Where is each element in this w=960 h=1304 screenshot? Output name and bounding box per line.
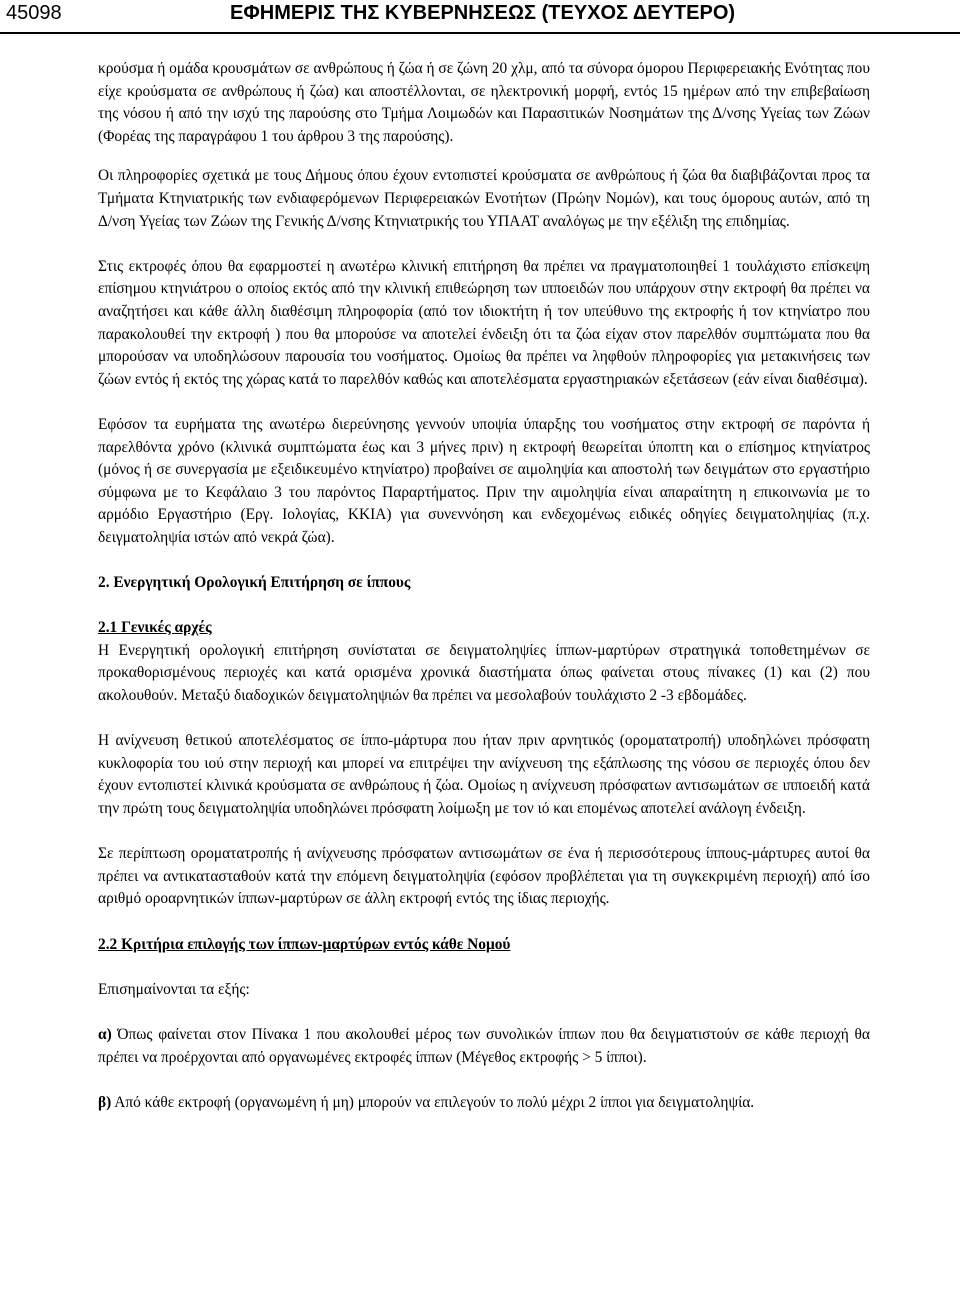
paragraph-farm-inspection: Στις εκτροφές όπου θα εφαρμοστεί η ανωτέρω κλινική επιτήρηση θα πρέπει να πραγματοποιηθεί 1 τουλάχιστο επίσκεψη επίσημου κτηνιάτρου ο οποίος εκτός από την κλινική επιθεώρηση των ιπποειδών που υπάρχουν στην εκτροφή θα πρέπει να αναζητήσει και κάθε άλλη διαθέσιμη πληροφορία (από τον ιδιοκτήτη ή τον υπεύθυνο της εκτροφής ή τον κτηνίατρο που παρακολουθεί την εκτροφή ) που θα μπορούσε να αποτελεί ένδειξη ότι τα ζώα είχαν στον παρελθόν συμπτώματα που θα μπορούσαν να υποδηλώσουν παρουσία του νοσήματος. Ομοίως θα πρέπει να ληφθούν πληροφορίες για μετακινήσεις των ζώων εντός ή εκτός της χώρας κατά το παρελθόν καθώς και αποτελέσματα εργαστηριακών εξετάσεων (εάν είναι διαθέσιμα). [98,257,870,388]
section-heading-active-surveillance: 2. Ενεργητική Ορολογική Επιτήρηση σε ίππους [98,574,411,592]
subsection-heading-general-principles: 2.1 Γενικές αρχές [98,619,212,637]
paragraph-reporting: κρούσμα ή ομάδα κρουσμάτων σε ανθρώπους ή ζώα ή σε ζώνη 20 χλμ, από τα σύνορα όμορου Περιφερειακής Ενότητας που είχε κρούσματα σε ανθρώπους ή ζώα) και αποστέλλονται, σε ηλεκτρονική μορφή, εντός 15 ημέρων από την επιβεβαίωση της νόσου ή από την ισχύ της παρούσης στο Τμήμα Λοιμωδών και Παρασιτικών Νοσημάτων της Δ/νσης Υγείας των Ζώων (Φορέας της παραγράφου 1 του άρθρου 3 της παρούσης). [98,60,870,145]
paragraph-seroconversion: Η ανίχνευση θετικού αποτελέσματος σε ίππο-μάρτυρα που ήταν πριν αρνητικός (οροματατροπή) υποδηλώνει πρόσφατη κυκλοφορία του ιού στην περιοχή και μπορεί να επιτρέψει την ανίχνευση της εξάπλωσης της νόσου σε περιοχές όπου δεν έχουν εντοπιστεί κλινικά κρούσματα σε ανθρώπους ή ζώα. Ομοίως η ανίχνευση πρόσφατων αντισωμάτων σε ιπποειδή κατά την πρώτη τους δειγματοληψία υποδηλώνει πρόσφατη λοίμωξη με τον ιό και επομένως αποτελεί ανάλογη ένδειξη. [98,732,870,817]
page-header [0,0,960,30]
page-number: 45098 [6,2,62,24]
list-item-b-text: Από κάθε εκτροφή (οργανωμένη ή μη) μπορούν να επιλεγούν το πολύ μέχρι 2 ίπποι για δειγματοληψία. [114,1093,755,1111]
header-rule [0,32,960,34]
paragraph-sentinel-sampling: Η Ενεργητική ορολογική επιτήρηση συνίσταται σε δειγματοληψίες ίππων-μαρτύρων στρατηγικά τοποθετημένων σε προκαθορισμένους περιοχές και κατά ορισμένα χρονικά διαστήματα όπως φαίνεται στους πίνακες (1) και (2) που ακολουθούν. Μεταξύ διαδοχικών δειγματοληψιών θα πρέπει να μεσολαβούν τουλάχιστο 2 -3 εβδομάδες. [98,641,870,705]
list-item-b [98,1092,870,1115]
subsection-heading-selection-criteria: 2.2 Κριτήρια επιλογής των ίππων-μαρτύρων εντός κάθε Νομού [98,935,511,953]
journal-title: ΕΦΗΜΕΡΙΣ ΤΗΣ ΚΥΒΕΡΝΗΣΕΩΣ (ΤΕΥΧΟΣ ΔΕΥΤΕΡΟ) [230,2,736,24]
paragraph-municipalities: Οι πληροφορίες σχετικά με τους Δήμους όπου έχουν εντοπιστεί κρούσματα σε ανθρώπους ή ζώα θα διαβιβάζονται προς τα Τμήματα Κτηνιατρικής των ενδιαφερόμενων Περιφερειακών Ενοτήτων (Πρώην Νομών), και τους όμορους αυτών, από τη Δ/νση Υγείας των Ζώων της Γενικής Δ/νσης Κτηνιατρικής του ΥΠΑΑΤ αναλόγως με την εξέλιξη της επιδημίας. [98,167,870,230]
paragraph-notes-intro: Επισημαίνονται τα εξής: [98,980,250,998]
list-item-a [98,1024,870,1069]
list-item-a-label: α) [98,1025,112,1043]
list-item-a-text: Όπως φαίνεται στον Πίνακα 1 που ακολουθεί μέρος των συνολικών ίππων που θα δειγματιστούν σε κάθε περιοχή θα πρέπει να προέρχονται από οργανωμένες εκτροφές ίππων (Μέγεθος εκτροφής > 5 ίπποι). [98,1025,870,1066]
paragraph-replacement: Σε περίπτωση οροματατροπής ή ανίχνευσης πρόσφατων αντισωμάτων σε ένα ή περισσότερους ίππους-μάρτυρες αυτοί θα πρέπει να αντικατασταθούν κατά την επόμενη δειγματοληψία (εφόσον προβλέπεται για τη συγκεκριμένη περιοχή) από ίσο αριθμό οροαρνητικών ίππων-μαρτύρων σε άλλη εκτροφή εντός της ίδιας περιοχής. [98,845,870,908]
list-item-b-label: β) [98,1093,112,1111]
paragraph-suspect-farm: Εφόσον τα ευρήματα της ανωτέρω διερεύνησης γεννούν υποψία ύπαρξης του νοσήματος στην εκτροφή σε παρόντα ή παρελθόντα χρόνο (κλινικά συμπτώματα έως και 3 μήνες πριν) η εκτροφή θεωρείται ύποπτη και ο επίσημος κτηνίατρος (μόνος ή σε συνεργασία με εξειδικευμένο κτηνίατρο) προβαίνει σε αιμοληψία και αποστολή των δειγμάτων στο εργαστήριο σύμφωνα με το Κεφάλαιο 3 του παρόντος Παραρτήματος. Πριν την αιμοληψία είναι απαραίτητη η επικοινωνία με το αρμόδιο Εργαστήριο (Εργ. Ιολογίας, ΚΚΙΑ) για συνεννόηση και ενδεχομένως ειδικές οδηγίες δειγματοληψίας (π.χ. δειγματοληψία ιστών από νεκρά ζώα). [98,415,870,546]
document-body [98,58,870,1114]
